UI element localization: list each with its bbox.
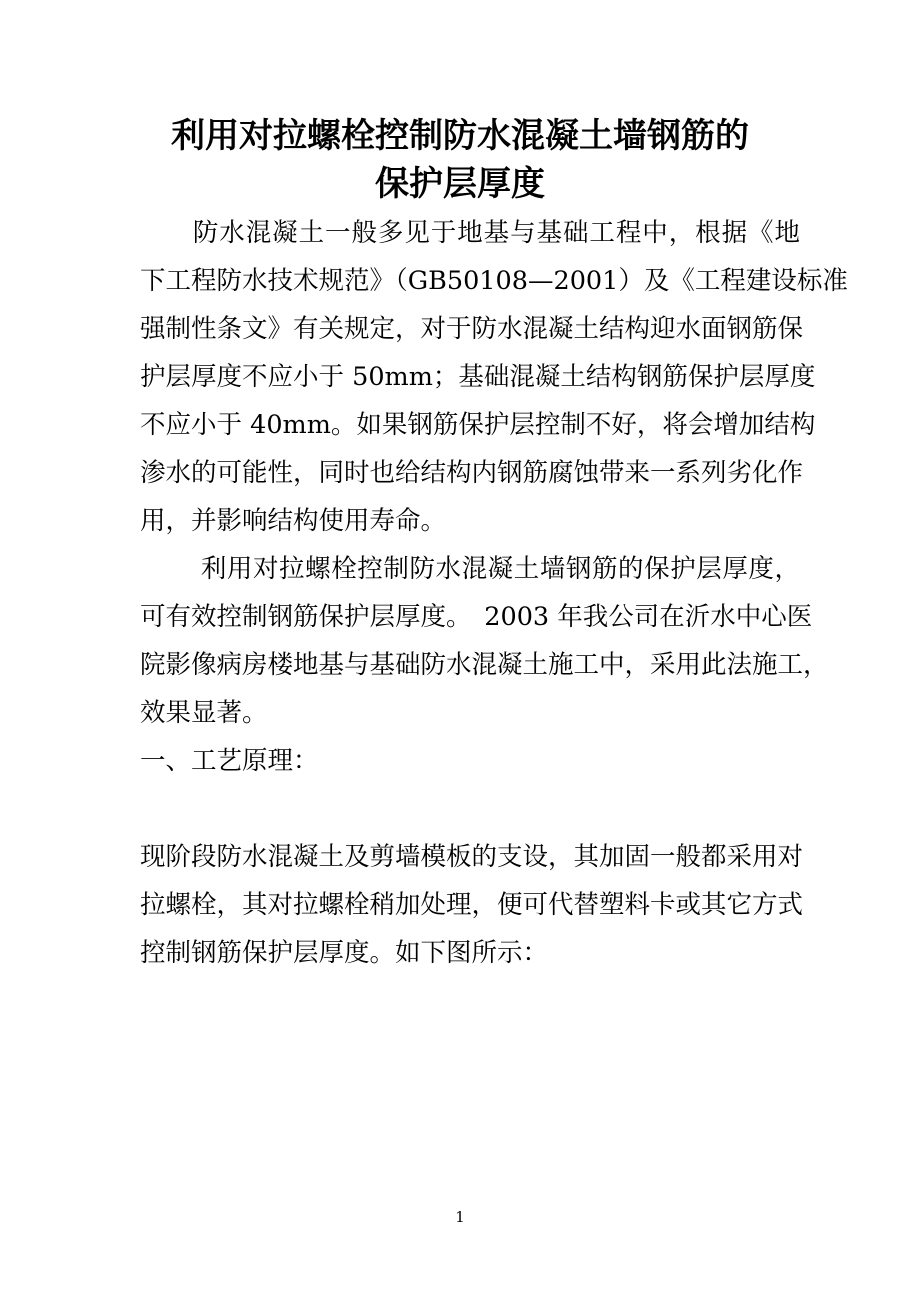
- paragraph-3-line-2: 拉螺栓，其对拉螺栓稍加处理，便可代替塑料卡或其它方式: [140, 890, 804, 920]
- paragraph-1-line-5: 不应小于 40mm。如果钢筋保护层控制不好，将会增加结构: [140, 410, 816, 440]
- paragraph-1-line-2: 下工程防水技术规范》（GB50108—2001）及《工程建设标准: [140, 266, 848, 296]
- paragraph-3-line-1: 现阶段防水混凝土及剪墙模板的支设，其加固一般都采用对: [140, 842, 804, 872]
- section-heading: 一、工艺原理：: [140, 746, 319, 776]
- paragraph-2-line-2: 可有效控制钢筋保护层厚度。 2003 年我公司在沂水中心医: [140, 602, 813, 632]
- paragraph-1-line-3: 强制性条文》有关规定，对于防水混凝土结构迎水面钢筋保: [140, 314, 804, 344]
- paragraph-2-line-3: 院影像病房楼地基与基础防水混凝土施工中，采用此法施工，: [140, 650, 829, 680]
- paragraph-1-line-1: 防水混凝土一般多见于地基与基础工程中，根据《地: [140, 218, 800, 248]
- page-number: 1: [455, 1208, 465, 1226]
- document-title-line-2: 保护层厚度: [375, 164, 545, 204]
- paragraph-2-line-4: 效果显著。: [140, 698, 268, 728]
- document-title-line-1: 利用对拉螺栓控制防水混凝土墙钢筋的: [171, 116, 749, 156]
- paragraph-1-line-7: 用，并影响结构使用寿命。: [140, 506, 447, 536]
- paragraph-3-line-3: 控制钢筋保护层厚度。如下图所示：: [140, 938, 549, 968]
- paragraph-1-line-4: 护层厚度不应小于 50mm；基础混凝土结构钢筋保护层厚度: [140, 362, 816, 392]
- paragraph-1-line-6: 渗水的可能性，同时也给结构内钢筋腐蚀带来一系列劣化作: [140, 458, 804, 488]
- paragraph-2-line-1: 利用对拉螺栓控制防水混凝土墙钢筋的保护层厚度，: [140, 554, 800, 584]
